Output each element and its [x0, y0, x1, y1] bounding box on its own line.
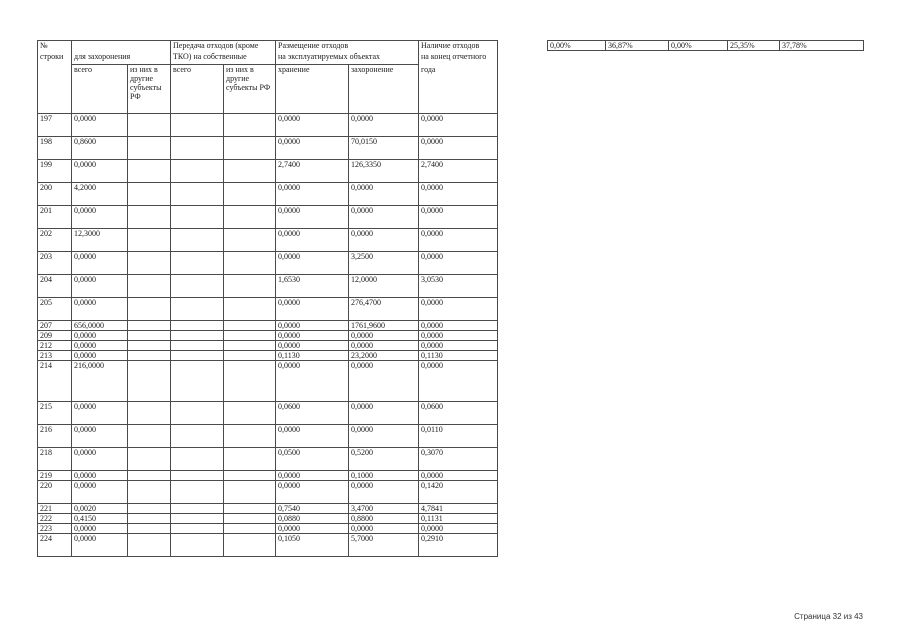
- cell-stock: 0,0000: [419, 137, 498, 160]
- cell-tother: [224, 351, 276, 361]
- cell-burial: 3,4700: [349, 504, 419, 514]
- cell-total: 0,0000: [72, 534, 128, 557]
- cell-ttotal: [171, 252, 224, 275]
- cell-ttotal: [171, 298, 224, 321]
- cell-storage: 2,7400: [276, 160, 349, 183]
- cell-burial: 0,0000: [349, 402, 419, 425]
- cell-stock: 0,1420: [419, 481, 498, 504]
- cell-total: 656,0000: [72, 321, 128, 331]
- cell-burial: 0,1000: [349, 471, 419, 481]
- cell-stock: 0,0000: [419, 206, 498, 229]
- cell-total: 0,0000: [72, 341, 128, 351]
- cell-other: [128, 321, 171, 331]
- cell-n: 223: [38, 524, 72, 534]
- cell-burial: 0,0000: [349, 183, 419, 206]
- header-transfer-line2: ТКО) на собственные: [171, 52, 276, 65]
- cell-storage: 0,7540: [276, 504, 349, 514]
- table-row: [38, 183, 498, 206]
- cell-storage: 0,1050: [276, 534, 349, 557]
- cell-tother: [224, 331, 276, 341]
- table-row: [38, 341, 498, 351]
- cell-stock: 0,0000: [419, 298, 498, 321]
- cell-total: 0,0000: [72, 524, 128, 534]
- cell-total: 0,0000: [72, 160, 128, 183]
- table-row: [38, 448, 498, 471]
- cell-other: [128, 534, 171, 557]
- header-stock-line1: Наличие отходов: [419, 41, 498, 53]
- cell-other: [128, 448, 171, 471]
- cell-other: [128, 229, 171, 252]
- cell-burial: 0,0000: [349, 206, 419, 229]
- cell-burial: 276,4700: [349, 298, 419, 321]
- cell-total: 0,0000: [72, 331, 128, 341]
- table-row: [38, 514, 498, 524]
- cell-stock: 0,0000: [419, 524, 498, 534]
- cell-total: 0,0020: [72, 504, 128, 514]
- cell-burial: 0,0000: [349, 481, 419, 504]
- cell-storage: 0,0000: [276, 114, 349, 137]
- cell-stock: 0,0000: [419, 361, 498, 402]
- header-other-subjects: из них в другие субъекты РФ: [128, 65, 171, 114]
- cell-total: 0,0000: [72, 471, 128, 481]
- cell-ttotal: [171, 321, 224, 331]
- cell-stock: 0,0000: [419, 471, 498, 481]
- cell-stock: 4,7841: [419, 504, 498, 514]
- cell-other: [128, 341, 171, 351]
- header-transfer-line1: Передача отходов (кроме: [171, 41, 276, 53]
- cell-other: [128, 183, 171, 206]
- cell-n: 207: [38, 321, 72, 331]
- cell-total: 12,3000: [72, 229, 128, 252]
- cell-storage: 0,0000: [276, 229, 349, 252]
- table-row: [38, 114, 498, 137]
- cell-tother: [224, 252, 276, 275]
- cell-ttotal: [171, 524, 224, 534]
- table-row: [38, 504, 498, 514]
- cell-total: 0,0000: [72, 275, 128, 298]
- cell-storage: 0,0000: [276, 471, 349, 481]
- table-row: [38, 275, 498, 298]
- cell-storage: 1,6530: [276, 275, 349, 298]
- cell-other: [128, 425, 171, 448]
- cell-stock: 0,2910: [419, 534, 498, 557]
- cell-stock: 0,0000: [419, 183, 498, 206]
- cell-tother: [224, 341, 276, 351]
- cell-burial: 12,0000: [349, 275, 419, 298]
- cell-other: [128, 206, 171, 229]
- cell-tother: [224, 321, 276, 331]
- cell-n: 201: [38, 206, 72, 229]
- cell-n: 213: [38, 351, 72, 361]
- cell-ttotal: [171, 206, 224, 229]
- cell-burial: 0,0000: [349, 229, 419, 252]
- cell-other: [128, 160, 171, 183]
- cell-burial: 0,0000: [349, 114, 419, 137]
- cell-stock: 0,0000: [419, 341, 498, 351]
- cell-ttotal: [171, 514, 224, 524]
- cell-total: 0,0000: [72, 448, 128, 471]
- cell-total: 0,0000: [72, 425, 128, 448]
- cell-stock: 0,0000: [419, 229, 498, 252]
- cell-total: 0,0000: [72, 298, 128, 321]
- cell-other: [128, 402, 171, 425]
- cell-burial: 126,3350: [349, 160, 419, 183]
- cell-burial: 0,0000: [349, 425, 419, 448]
- cell-tother: [224, 514, 276, 524]
- cell-other: [128, 471, 171, 481]
- header-placement-line2: на эксплуатируемых объектах: [276, 52, 419, 65]
- cell-tother: [224, 481, 276, 504]
- header-num: №: [38, 41, 72, 53]
- cell-storage: 0,0000: [276, 298, 349, 321]
- cell-burial: 1761,9600: [349, 321, 419, 331]
- cell-n: 222: [38, 514, 72, 524]
- header-row-label: строки: [38, 52, 72, 65]
- table-row: [38, 361, 498, 402]
- cell-other: [128, 331, 171, 341]
- cell-ttotal: [171, 481, 224, 504]
- cell-burial: 5,7000: [349, 534, 419, 557]
- cell-n: 212: [38, 341, 72, 351]
- cell-storage: 0,0000: [276, 331, 349, 341]
- cell-n: 209: [38, 331, 72, 341]
- cell-n: 220: [38, 481, 72, 504]
- cell-burial: 0,0000: [349, 361, 419, 402]
- cell-other: [128, 481, 171, 504]
- cell-ttotal: [171, 275, 224, 298]
- cell-n: 221: [38, 504, 72, 514]
- cell-stock: 0,0000: [419, 252, 498, 275]
- cell-storage: 0,0000: [276, 481, 349, 504]
- cell-other: [128, 275, 171, 298]
- cell-storage: 0,0000: [276, 206, 349, 229]
- cell-stock: 0,0110: [419, 425, 498, 448]
- cell-storage: 0,0000: [276, 252, 349, 275]
- cell-total: 0,0000: [72, 351, 128, 361]
- table-row: [38, 229, 498, 252]
- cell-other: [128, 514, 171, 524]
- cell-storage: 0,0000: [276, 341, 349, 351]
- cell-ttotal: [171, 361, 224, 402]
- percentage-cell: 25,35%: [728, 41, 780, 51]
- percentage-cell: 0,00%: [548, 41, 606, 51]
- table-row: [38, 206, 498, 229]
- cell-tother: [224, 160, 276, 183]
- header-blank: [72, 41, 171, 53]
- cell-stock: 0,3070: [419, 448, 498, 471]
- table-row: [38, 160, 498, 183]
- cell-tother: [224, 534, 276, 557]
- header-row-2: [38, 52, 498, 65]
- cell-n: 202: [38, 229, 72, 252]
- table-row: [38, 471, 498, 481]
- cell-other: [128, 351, 171, 361]
- cell-ttotal: [171, 114, 224, 137]
- cell-burial: 70,0150: [349, 137, 419, 160]
- cell-burial: 0,0000: [349, 524, 419, 534]
- cell-tother: [224, 275, 276, 298]
- cell-stock: 0,0600: [419, 402, 498, 425]
- header-transfer-total: всего: [171, 65, 224, 114]
- header-placement-line1: Размещение отходов: [276, 41, 419, 53]
- cell-ttotal: [171, 448, 224, 471]
- cell-burial: 23,2000: [349, 351, 419, 361]
- cell-n: 218: [38, 448, 72, 471]
- percentage-table: [547, 40, 864, 51]
- cell-ttotal: [171, 183, 224, 206]
- header-storage: хранение: [276, 65, 349, 114]
- cell-tother: [224, 183, 276, 206]
- cell-storage: 0,0000: [276, 183, 349, 206]
- table-row: [38, 331, 498, 341]
- cell-storage: 0,0500: [276, 448, 349, 471]
- table-row: [38, 524, 498, 534]
- cell-total: 216,0000: [72, 361, 128, 402]
- cell-n: 204: [38, 275, 72, 298]
- waste-table: [37, 40, 498, 557]
- cell-other: [128, 524, 171, 534]
- cell-total: 0,4150: [72, 514, 128, 524]
- cell-storage: 0,0880: [276, 514, 349, 524]
- cell-burial: 0,5200: [349, 448, 419, 471]
- cell-n: 216: [38, 425, 72, 448]
- cell-tother: [224, 402, 276, 425]
- cell-stock: 0,0000: [419, 114, 498, 137]
- cell-n: 219: [38, 471, 72, 481]
- cell-stock: 3,0530: [419, 275, 498, 298]
- cell-tother: [224, 206, 276, 229]
- header-transfer-other: из них в другие субъекты РФ: [224, 65, 276, 114]
- cell-storage: 0,0000: [276, 524, 349, 534]
- header-burial-group: для захоронения: [72, 52, 171, 65]
- cell-total: 0,8600: [72, 137, 128, 160]
- cell-other: [128, 361, 171, 402]
- cell-tother: [224, 298, 276, 321]
- cell-storage: 0,0000: [276, 137, 349, 160]
- table-row: [38, 402, 498, 425]
- cell-tother: [224, 524, 276, 534]
- cell-total: 0,0000: [72, 252, 128, 275]
- header-row-3: [38, 65, 498, 114]
- table-row: [38, 534, 498, 557]
- header-empty: [38, 65, 72, 114]
- header-stock-line3: года: [419, 65, 498, 114]
- table-row: [38, 481, 498, 504]
- cell-n: 214: [38, 361, 72, 402]
- cell-tother: [224, 114, 276, 137]
- cell-burial: 0,8800: [349, 514, 419, 524]
- cell-n: 224: [38, 534, 72, 557]
- cell-total: 0,0000: [72, 402, 128, 425]
- percentage-cell: 37,78%: [780, 41, 864, 51]
- percentage-row: [548, 41, 864, 51]
- table-row: [38, 298, 498, 321]
- cell-tother: [224, 448, 276, 471]
- cell-tother: [224, 471, 276, 481]
- header-total: всего: [72, 65, 128, 114]
- table-row: [38, 425, 498, 448]
- cell-stock: 0,1131: [419, 514, 498, 524]
- percentage-cell: 0,00%: [669, 41, 728, 51]
- cell-n: 197: [38, 114, 72, 137]
- cell-other: [128, 504, 171, 514]
- cell-storage: 0,0000: [276, 425, 349, 448]
- cell-n: 200: [38, 183, 72, 206]
- percentage-cell: 36,87%: [606, 41, 669, 51]
- cell-total: 0,0000: [72, 481, 128, 504]
- cell-ttotal: [171, 229, 224, 252]
- cell-total: 4,2000: [72, 183, 128, 206]
- cell-burial: 0,0000: [349, 341, 419, 351]
- cell-other: [128, 252, 171, 275]
- cell-storage: 0,0000: [276, 361, 349, 402]
- cell-storage: 0,0000: [276, 321, 349, 331]
- header-row-1: [38, 41, 498, 53]
- cell-ttotal: [171, 160, 224, 183]
- table-row: [38, 321, 498, 331]
- table-row: [38, 137, 498, 160]
- header-burial: захоронение: [349, 65, 419, 114]
- cell-other: [128, 298, 171, 321]
- table-row: [38, 252, 498, 275]
- cell-ttotal: [171, 402, 224, 425]
- header-stock-line2: на конец отчетного: [419, 52, 498, 65]
- cell-burial: 0,0000: [349, 331, 419, 341]
- cell-ttotal: [171, 331, 224, 341]
- cell-stock: 2,7400: [419, 160, 498, 183]
- cell-other: [128, 114, 171, 137]
- cell-ttotal: [171, 137, 224, 160]
- cell-n: 205: [38, 298, 72, 321]
- cell-other: [128, 137, 171, 160]
- cell-ttotal: [171, 504, 224, 514]
- cell-stock: 0,1130: [419, 351, 498, 361]
- cell-tother: [224, 137, 276, 160]
- cell-ttotal: [171, 534, 224, 557]
- cell-n: 199: [38, 160, 72, 183]
- cell-burial: 3,2500: [349, 252, 419, 275]
- cell-stock: 0,0000: [419, 331, 498, 341]
- cell-n: 203: [38, 252, 72, 275]
- cell-storage: 0,0600: [276, 402, 349, 425]
- cell-ttotal: [171, 425, 224, 448]
- cell-tother: [224, 229, 276, 252]
- cell-ttotal: [171, 471, 224, 481]
- cell-stock: 0,0000: [419, 321, 498, 331]
- cell-ttotal: [171, 341, 224, 351]
- page-number: Страница 32 из 43: [794, 612, 863, 621]
- cell-tother: [224, 361, 276, 402]
- cell-storage: 0,1130: [276, 351, 349, 361]
- cell-ttotal: [171, 351, 224, 361]
- cell-n: 198: [38, 137, 72, 160]
- cell-total: 0,0000: [72, 114, 128, 137]
- cell-n: 215: [38, 402, 72, 425]
- cell-tother: [224, 504, 276, 514]
- cell-tother: [224, 425, 276, 448]
- cell-total: 0,0000: [72, 206, 128, 229]
- table-row: [38, 351, 498, 361]
